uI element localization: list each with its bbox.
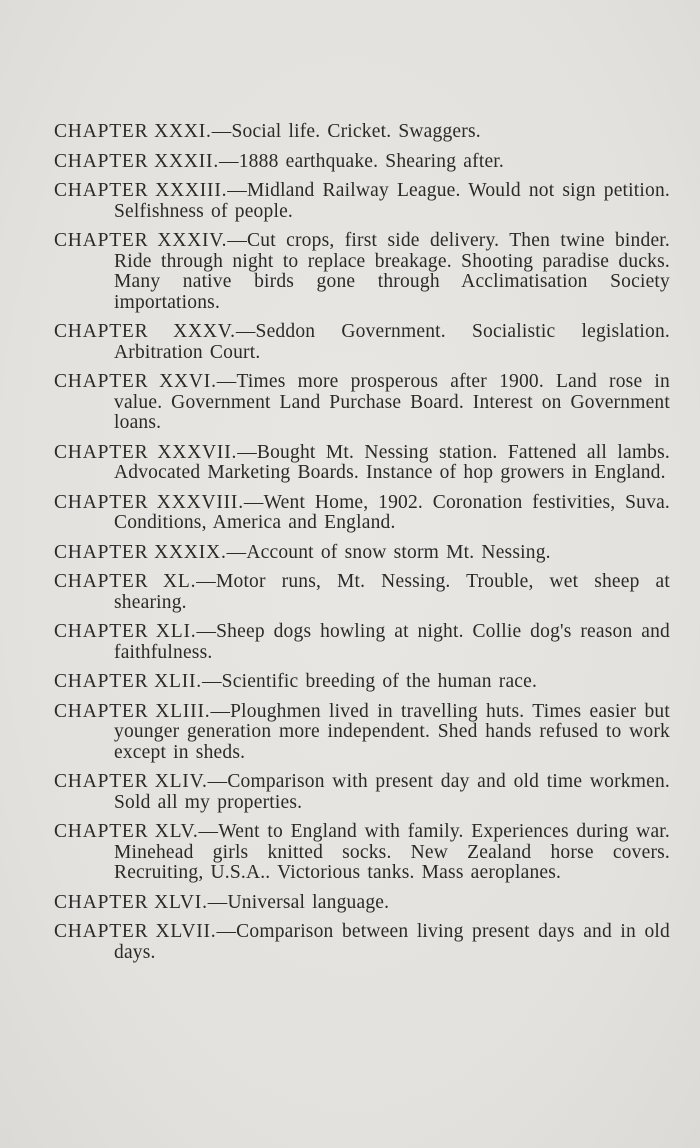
chapter-heading: CHAPTER XLVI. xyxy=(54,891,208,913)
chapter-entry xyxy=(54,893,670,914)
chapter-heading: CHAPTER XXXII. xyxy=(54,150,220,172)
chapter-heading: CHAPTER XXXVII. xyxy=(54,441,238,463)
chapter-heading: CHAPTER XLII. xyxy=(54,671,202,692)
chapter-summary: —Comparison between living present days and in old days. xyxy=(114,921,670,963)
chapter-summary: —Scientific breeding of the human race. xyxy=(201,671,538,692)
chapter-entry xyxy=(54,322,670,363)
chapter-entry xyxy=(54,922,670,963)
chapter-summary: —Account of snow storm Mt. Nessing. xyxy=(226,541,551,563)
chapter-heading: CHAPTER XXXIX. xyxy=(54,541,227,563)
chapter-summary: —Seddon Government. Socialistic legislation. Arbitration Court. xyxy=(114,321,670,363)
chapter-summary: —Sheep dogs howling at night. Collie dog's reason and faithfulness. xyxy=(114,621,671,663)
chapter-entry xyxy=(54,672,670,693)
chapter-summary: —Went to England with family. Experiences during war. Minehead girls knitted socks. New Zealand horse covers. Recruiting, U.S.A.. Victorious tanks. Mass aeroplanes. xyxy=(114,821,670,883)
chapter-heading: CHAPTER XLVII. xyxy=(54,921,217,942)
chapter-entry xyxy=(54,372,670,434)
chapter-list xyxy=(54,122,670,972)
chapter-heading: CHAPTER XLIII. xyxy=(54,700,211,722)
chapter-heading: CHAPTER XLV. xyxy=(54,821,199,842)
chapter-heading: CHAPTER XLI. xyxy=(54,621,197,642)
chapter-summary: —Midland Railway League. Would not sign petition. Selfishness of people. xyxy=(114,180,670,222)
chapter-summary: —Motor runs, Mt. Nessing. Trouble, wet sheep at shearing. xyxy=(114,571,671,613)
chapter-entry xyxy=(54,231,670,313)
chapter-entry xyxy=(54,622,670,663)
chapter-summary: —1888 earthquake. Shearing after. xyxy=(219,150,504,172)
chapter-heading: CHAPTER XXXVIII. xyxy=(54,491,244,513)
chapter-summary: —Universal language. xyxy=(207,891,390,913)
chapter-summary: —Bought Mt. Nessing station. Fattened all lambs. Advocated Marketing Boards. Instance of hop growers in England. xyxy=(114,441,670,483)
chapter-summary: —Ploughmen lived in travelling huts. Times easier but younger generation more independent. Shed hands refused to work except in sheds. xyxy=(114,700,670,763)
chapter-entry xyxy=(54,543,670,564)
chapter-entry xyxy=(54,181,670,222)
chapter-heading: CHAPTER XLIV. xyxy=(54,771,208,792)
chapter-heading: CHAPTER XXXV. xyxy=(54,321,236,342)
chapter-entry xyxy=(54,122,670,143)
chapter-summary: —Comparison with present day and old time workmen. Sold all my properties. xyxy=(114,771,670,813)
chapter-heading: CHAPTER XXXIII. xyxy=(54,180,228,201)
chapter-heading: CHAPTER XXVI. xyxy=(54,371,217,392)
chapter-entry xyxy=(54,572,670,613)
chapter-entry xyxy=(54,822,670,884)
chapter-summary: —Cut crops, first side delivery. Then twine binder. Ride through night to replace breakage. Shooting paradise ducks. Many native birds gone through Acclimatisation Society importations. xyxy=(114,230,671,313)
chapter-entry xyxy=(54,772,670,813)
chapter-entry xyxy=(54,702,670,764)
chapter-entry xyxy=(54,493,670,534)
chapter-heading: CHAPTER XXXIV. xyxy=(54,230,228,251)
chapter-summary: —Social life. Cricket. Swaggers. xyxy=(211,121,481,142)
chapter-heading: CHAPTER XL. xyxy=(54,571,197,592)
chapter-summary: —Times more prosperous after 1900. Land rose in value. Government Land Purchase Board. Interest on Government loans. xyxy=(114,371,670,433)
chapter-entry xyxy=(54,152,670,173)
chapter-summary: —Went Home, 1902. Coronation festivities, Suva. Conditions, America and England. xyxy=(114,491,670,533)
chapter-entry xyxy=(54,443,670,484)
chapter-heading: CHAPTER XXXI. xyxy=(54,121,212,142)
